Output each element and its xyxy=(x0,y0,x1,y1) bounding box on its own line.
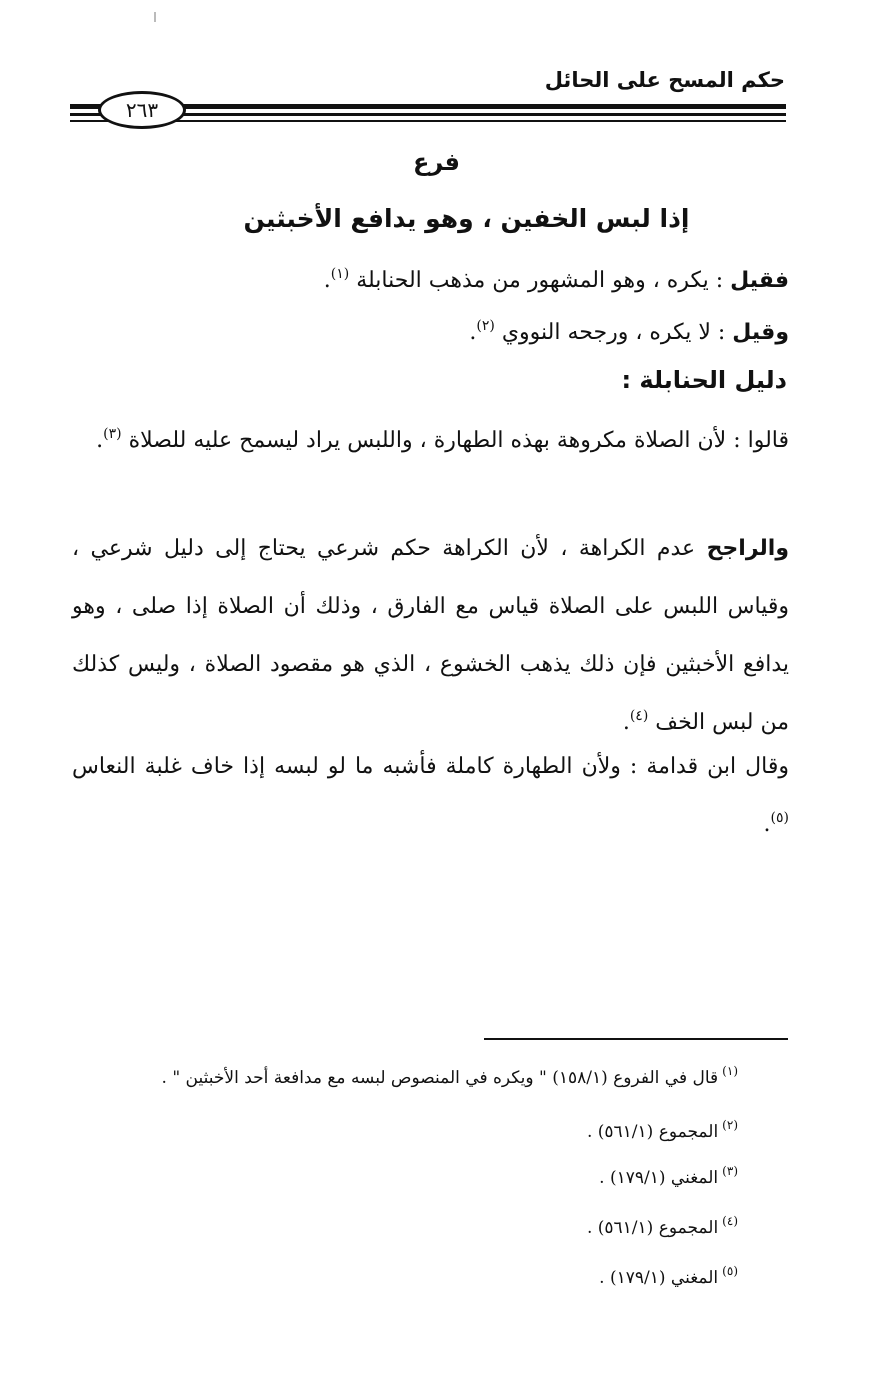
footnote-text: المجموع (٥٦١/١) . xyxy=(586,1122,719,1142)
footnote-text: المغني (١٧٩/١) . xyxy=(599,1268,719,1288)
sentence-end: . xyxy=(323,268,331,293)
opinion-line xyxy=(469,304,789,362)
opinion-lead: فقيل xyxy=(730,268,789,293)
evidence-paragraph xyxy=(72,412,789,470)
footnote xyxy=(161,1064,738,1088)
footnote-ref: (٣) xyxy=(103,426,122,442)
footnote-ref: (٥) xyxy=(770,810,789,826)
footnote-text: قال في الفروع (١٥٨/١) " ويكره في المنصوص لبسه مع مدافعة أحد الأخبثين " . xyxy=(161,1068,719,1088)
sentence-end: . xyxy=(622,710,630,735)
footnote-ref: (٢) xyxy=(476,318,495,334)
paragraph-lead: والراجح xyxy=(706,536,789,561)
paragraph-text: وقال ابن قدامة : ولأن الطهارة كاملة فأشبه ما لو لبسه إذا خاف غلبة النعاس xyxy=(72,754,789,779)
evidence-paragraph xyxy=(72,520,789,752)
paragraph-text: قالوا : لأن الصلاة مكروهة بهذه الطهارة ، واللبس يراد ليسمح عليه للصلاة xyxy=(121,428,789,453)
evidence-paragraph xyxy=(72,738,789,854)
footnote xyxy=(599,1164,738,1188)
footnote-text: المجموع (٥٦١/١) . xyxy=(586,1218,719,1238)
footnote-number: (٣) xyxy=(722,1164,738,1178)
scan-speck xyxy=(154,12,156,22)
footnote-ref: (١) xyxy=(330,266,350,282)
opinion-text: : لا يكره ، ورجحه النووي xyxy=(494,320,733,345)
footnote-number: (٥) xyxy=(722,1264,738,1278)
sentence-end: . xyxy=(469,320,477,345)
footnote-number: (٢) xyxy=(722,1118,738,1132)
paragraph-text: عدم الكراهة ، لأن الكراهة حكم شرعي يحتاج إلى دليل شرعي ، وقياس اللبس على الصلاة قياس مع الفارق ، وذلك أن الصلاة إذا صلى ، وهو يدافع الأخبثين فإن ذلك يذهب الخشوع ، الذي هو مقصود الصلاة ، وليس كذلك من لبس الخف xyxy=(72,536,789,735)
footnote-text: المغني (١٧٩/١) . xyxy=(599,1168,719,1188)
footnote-ref: (٤) xyxy=(629,708,649,724)
sentence-end: . xyxy=(96,428,104,453)
running-title: حكم المسح على الحائل xyxy=(544,68,785,92)
page-number xyxy=(98,91,186,129)
page-number-text: ٢٦٣ xyxy=(125,98,159,122)
section-subtitle: إذا لبس الخفين ، وهو يدافع الأخبثين xyxy=(243,204,690,233)
footnote-number: (١) xyxy=(722,1064,738,1078)
opinion-text: : يكره ، وهو المشهور من مذهب الحنابلة xyxy=(349,268,731,293)
footnote-number: (٤) xyxy=(722,1214,738,1228)
opinion-lead: وقيل xyxy=(732,320,789,345)
footnote-separator xyxy=(484,1038,788,1040)
sentence-end: . xyxy=(763,812,771,837)
section-title: فرع xyxy=(412,148,461,176)
footnote xyxy=(586,1214,738,1238)
footnote xyxy=(599,1264,738,1288)
opinion-line xyxy=(324,252,789,310)
evidence-heading: دليل الحنابلة : xyxy=(621,366,787,394)
footnote xyxy=(586,1118,738,1142)
